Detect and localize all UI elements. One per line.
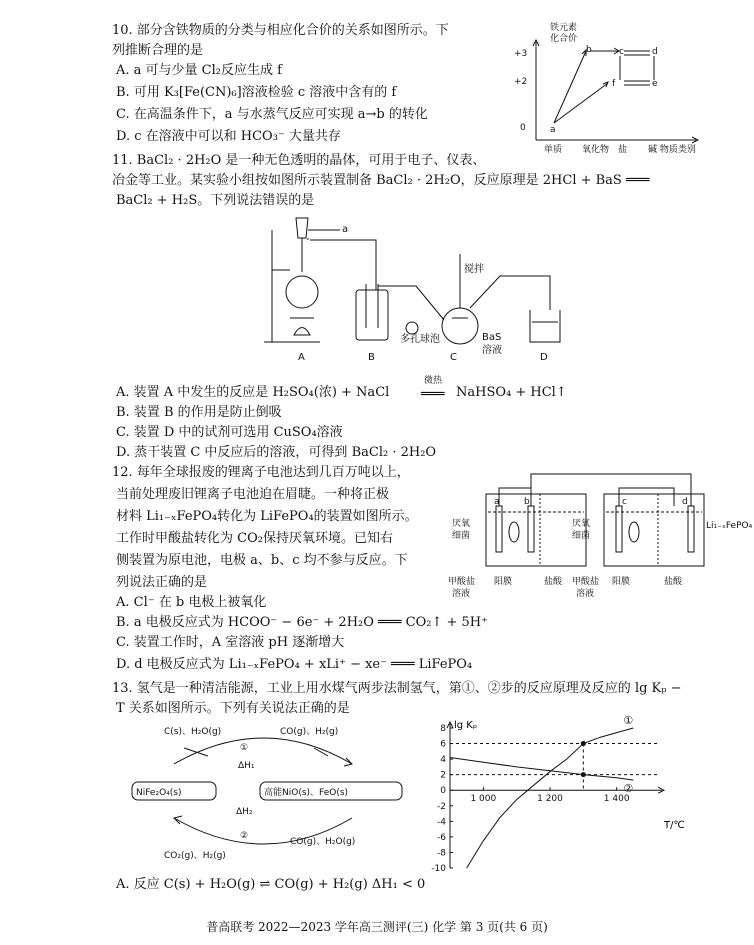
- q12-option-a: A. Cl⁻ 在 b 电极上被氧化: [116, 595, 267, 610]
- q12-stem-line1: 12. 每年全球报废的锂离子电池达到几百万吨以上，: [112, 465, 410, 480]
- q10-xcat-oxide: 氧化物: [582, 145, 610, 155]
- chart-series-label-2: ②: [623, 782, 634, 796]
- q12-cell-diagram: [444, 466, 753, 602]
- q12-membrane-left: 阳膜: [494, 577, 513, 587]
- q10-stem-line1: 10. 部分含铁物质的分类与相应化合价的关系如图所示。下: [112, 23, 449, 38]
- q12-bacteria-left-2: 细菌: [452, 531, 471, 541]
- q13-bot-in: CO(g)、H₂O(g): [290, 837, 356, 847]
- q12-stem-line3: 材料 Li₁₋ₓFePO₄转化为 LiFePO₄的装置如图所示。: [116, 509, 418, 524]
- q11-option-d: D. 蒸干装置 C 中反应后的溶液，可得到 BaCl₂ · 2H₂O: [116, 445, 437, 460]
- q13-stem-line1: 13. 氢气是一种清洁能源，工业上用水煤气两步法制氢气，第①、②步的反应原理及反应的 lg Kₚ −: [112, 681, 682, 696]
- q12-membrane-right: 阳膜: [612, 577, 631, 587]
- q12-formate-left-1: 甲酸盐: [448, 577, 476, 587]
- q12-formate-right-2: 溶液: [576, 589, 595, 599]
- q10-xcat-base: 碱 物质类别: [648, 145, 696, 155]
- chart-xtick-label: 1 000: [470, 794, 497, 805]
- q13-stem-line2: T 关系如图所示。下列有关说法正确的是: [116, 701, 350, 716]
- chart-ytick-label: 0: [440, 786, 446, 797]
- q12-stem-line4: 工作时甲酸盐转化为 CO₂保持厌氧环境。已知右: [116, 531, 393, 546]
- q12-stem-line5: 侧装置为原电池，电极 a、b、c 均不参与反应。下: [116, 553, 408, 568]
- q13-option-a: A. 反应 C(s) + H₂O(g) ⇌ CO(g) + H₂(g) ΔH₁ < 0: [116, 877, 426, 892]
- chart-series-label-1: ①: [623, 714, 634, 727]
- q12-bacteria-left-1: 厌氧: [452, 519, 471, 529]
- q11-bubble-label: 多孔球泡: [400, 334, 440, 345]
- q11-option-a-cond: 微热: [424, 376, 443, 386]
- q11-option-b: B. 装置 B 的作用是防止倒吸: [116, 405, 282, 420]
- q11-solution-label2: 溶液: [482, 345, 502, 356]
- q10-xcat-salt: 盐: [618, 145, 628, 155]
- q12-bacteria-right-2: 细菌: [572, 531, 591, 541]
- q13-dh1: ΔH₁: [238, 761, 255, 771]
- page-footer: 普高联考 2022—2023 学年高三测评(三) 化学 第 3 页(共 6 页): [206, 920, 548, 934]
- q10-point-d: d: [652, 47, 658, 57]
- q12-acid-left: 盐酸: [544, 577, 563, 587]
- q12-electrode-c: c: [622, 497, 627, 507]
- chart-ytick-label: -2: [437, 801, 446, 812]
- q12-stem-line6: 列说法正确的是: [116, 575, 208, 590]
- q12-li-label: Li₁₋ₓFePO₄: [706, 521, 753, 531]
- q13-dh2: ΔH₂: [236, 807, 253, 817]
- q10-ytick-0: 0: [520, 123, 526, 133]
- q12-option-c: C. 装置工作时，A 室溶液 pH 逐渐增大: [116, 635, 345, 650]
- q11-label-c: C: [450, 352, 457, 363]
- q13-step1: ①: [240, 743, 249, 753]
- chart-xtick-label: 1 200: [537, 794, 563, 805]
- q10-ylabel2: 化合价: [550, 34, 578, 44]
- q13-step2: ②: [240, 831, 249, 841]
- q13-top-in: C(s)、H₂O(g): [164, 727, 222, 737]
- q11-valve-a: a: [342, 224, 349, 235]
- q12-option-d: D. d 电极反应式为 Li₁₋ₓFePO₄ + xLi⁺ − xe⁻ ═══ LiFePO₄: [116, 657, 473, 672]
- q11-label-b: B: [368, 352, 375, 363]
- q10-ytick-p2: +2: [514, 77, 528, 87]
- q10-stem-line2: 列推断合理的是: [112, 43, 204, 58]
- q10-option-c: C. 在高温条件下，a 与水蒸气反应可实现 a→b 的转化: [116, 107, 428, 122]
- q12-acid-right: 盐酸: [664, 577, 683, 587]
- q12-formate-right-1: 甲酸盐: [572, 577, 600, 587]
- q10-point-e: e: [652, 79, 658, 89]
- chart-ytick-label: 8: [440, 724, 446, 734]
- chart-marked-point: [581, 772, 586, 777]
- q12-bacteria-right-1: 厌氧: [572, 519, 591, 529]
- q13-bot-out: CO₂(g)、H₂(g): [164, 851, 226, 861]
- q11-option-a-pre: A. 装置 A 中发生的反应是 H₂SO₄(浓) + NaCl: [116, 385, 390, 400]
- q13-cycle-diagram: [124, 720, 414, 870]
- q11-option-a-post: NaHSO₄ + HCl↑: [456, 385, 567, 400]
- chart-xtick-label: 1 400: [603, 794, 630, 805]
- q11-stem-line2: 冶金等工业。某实验小组按如图所示装置制备 BaCl₂ · 2H₂O，反应原理是 2HCl + BaS ═══: [112, 173, 650, 188]
- chart-ytick-label: -8: [437, 848, 446, 859]
- chart-ytick-label: 2: [440, 770, 446, 781]
- q13-lgkp-chart: [420, 714, 700, 876]
- chart-series-line-2: [450, 758, 633, 781]
- q10-ytick-p3: +3: [514, 49, 528, 59]
- chart-xlabel: T/℃: [664, 820, 685, 831]
- chart-ytick-label: -4: [437, 817, 446, 828]
- chart-marked-point: [581, 741, 586, 746]
- q11-apparatus-diagram: [260, 210, 560, 370]
- q10-point-a: a: [550, 125, 556, 135]
- q10-point-f: f: [612, 79, 616, 89]
- chart-ytick-label: -10: [431, 864, 446, 874]
- q11-option-a-arrow: ═══: [421, 387, 445, 402]
- q10-ylabel1: 铁元素: [550, 23, 578, 33]
- q12-electrode-b: b: [524, 497, 530, 507]
- q13-top-out: CO(g)、H₂(g): [280, 727, 339, 737]
- chart-ytick-label: 6: [440, 739, 446, 750]
- q11-solution-label1: BaS: [482, 332, 502, 343]
- q10-valence-diagram: [500, 20, 720, 160]
- q10-xcat-element: 单质: [544, 145, 563, 155]
- q10-point-c: c: [619, 47, 624, 57]
- q11-label-a: A: [298, 352, 305, 363]
- q11-label-d: D: [540, 352, 548, 363]
- q12-stem-line2: 当前处理废旧锂离子电池迫在眉睫。一种将正极: [116, 487, 390, 502]
- chart-ylabel: lg Kₚ: [454, 720, 478, 731]
- q12-option-b: B. a 电极反应式为 HCOO⁻ − 6e⁻ + 2H₂O ═══ CO₂↑ + 5H⁺: [116, 615, 488, 630]
- q10-option-d: D. c 在溶液中可以和 HCO₃⁻ 大量共存: [116, 129, 341, 144]
- chart-ytick-label: 4: [440, 755, 446, 766]
- q13-right-box: 高能NiO(s)、FeO(s): [264, 788, 349, 798]
- q13-left-box: NiFe₂O₄(s): [136, 788, 182, 798]
- q11-option-c: C. 装置 D 中的试剂可选用 CuSO₄溶液: [116, 425, 343, 440]
- q12-electrode-a: a: [494, 497, 500, 507]
- q11-stem-line1: 11. BaCl₂ · 2H₂O 是一种无色透明的晶体，可用于电子、仪表、: [112, 153, 486, 168]
- q12-electrode-d: d: [682, 497, 688, 507]
- chart-ytick-label: -6: [437, 832, 446, 843]
- q11-stem-line3: BaCl₂ + H₂S。下列说法错误的是: [116, 193, 315, 208]
- q10-option-b: B. 可用 K₃[Fe(CN)₆]溶液检验 c 溶液中含有的 f: [116, 85, 397, 100]
- q10-point-b: b: [586, 45, 592, 55]
- q12-formate-left-2: 溶液: [452, 589, 471, 599]
- q11-stir-label: 搅拌: [464, 264, 484, 275]
- q10-option-a: A. a 可与少量 Cl₂反应生成 f: [116, 63, 282, 78]
